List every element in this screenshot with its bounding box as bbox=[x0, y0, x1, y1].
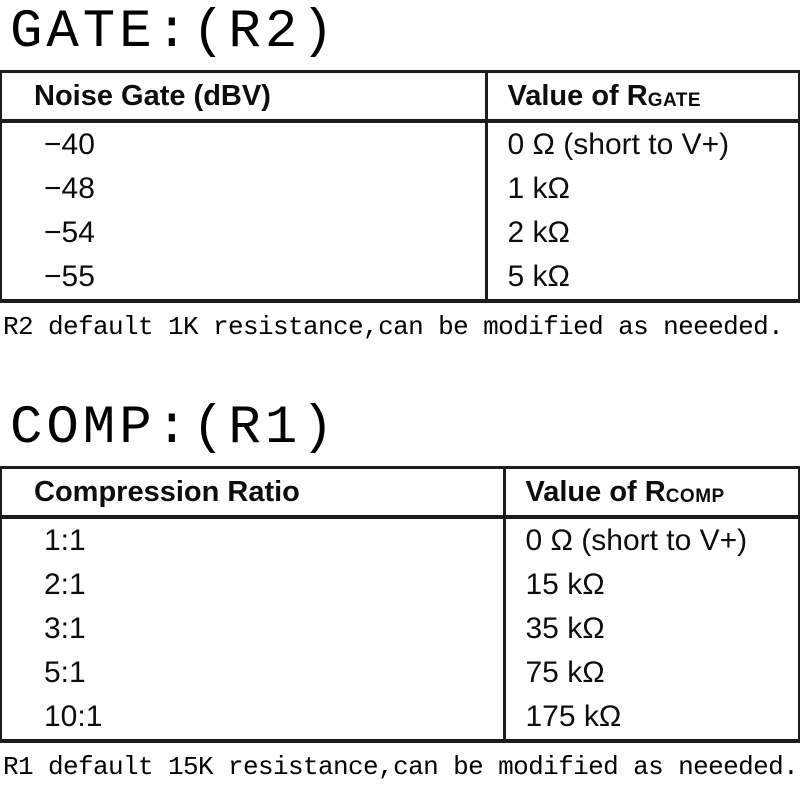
resistor-value-cell: 2 kΩ bbox=[486, 211, 799, 255]
resistor-value-cell: 15 kΩ bbox=[504, 563, 799, 607]
rgate-value-column-header bbox=[486, 72, 799, 122]
compression-ratio-column-header: Compression Ratio bbox=[1, 468, 504, 518]
table-row bbox=[1, 517, 799, 563]
table-row bbox=[1, 651, 799, 695]
compression-ratio-cell: 10:1 bbox=[44, 700, 103, 733]
rcomp-value-column-header bbox=[504, 468, 799, 518]
noise-gate-cell: −40 bbox=[44, 128, 95, 161]
compression-ratio-cell: 3:1 bbox=[44, 612, 86, 645]
noise-gate-column-header: Noise Gate (dBV) bbox=[1, 72, 486, 122]
gate-section bbox=[0, 2, 800, 344]
rgate-header-subscript: GATE bbox=[647, 89, 702, 111]
compression-ratio-table bbox=[0, 466, 800, 743]
resistor-value-cell: 175 kΩ bbox=[504, 695, 799, 741]
comp-heading: COMP:(R1) bbox=[10, 398, 338, 459]
noise-gate-cell: −55 bbox=[44, 260, 95, 293]
compression-ratio-cell: 1:1 bbox=[44, 524, 86, 557]
resistor-value-cell: 0 Ω (short to V+) bbox=[486, 121, 799, 167]
resistor-value-cell: 1 kΩ bbox=[486, 167, 799, 211]
rgate-header-text: Value of R bbox=[507, 79, 648, 112]
table-row bbox=[1, 211, 799, 255]
resistor-value-cell: 35 kΩ bbox=[504, 607, 799, 651]
noise-gate-cell: −54 bbox=[44, 216, 95, 249]
table-row bbox=[1, 607, 799, 651]
compression-ratio-cell: 5:1 bbox=[44, 656, 86, 689]
compression-ratio-cell: 2:1 bbox=[44, 568, 86, 601]
header-row bbox=[1, 468, 799, 518]
table-row bbox=[1, 167, 799, 211]
header-row bbox=[1, 72, 799, 122]
gate-heading: GATE:(R2) bbox=[10, 2, 338, 63]
table-row bbox=[1, 121, 799, 167]
table-row bbox=[1, 563, 799, 607]
rcomp-header-subscript: COMP bbox=[665, 485, 725, 507]
noise-gate-table bbox=[0, 70, 800, 303]
table-row bbox=[1, 695, 799, 741]
resistor-value-cell: 0 Ω (short to V+) bbox=[504, 517, 799, 563]
gate-note: R2 default 1K resistance,can be modified as neeeded. bbox=[3, 312, 784, 342]
comp-section bbox=[0, 398, 800, 784]
resistor-value-cell: 75 kΩ bbox=[504, 651, 799, 695]
resistor-value-cell: 5 kΩ bbox=[486, 255, 799, 301]
table-row bbox=[1, 255, 799, 301]
rcomp-header-text: Value of R bbox=[525, 475, 666, 508]
noise-gate-cell: −48 bbox=[44, 172, 95, 205]
comp-note: R1 default 15K resistance,can be modified as neeeded. bbox=[3, 752, 799, 782]
